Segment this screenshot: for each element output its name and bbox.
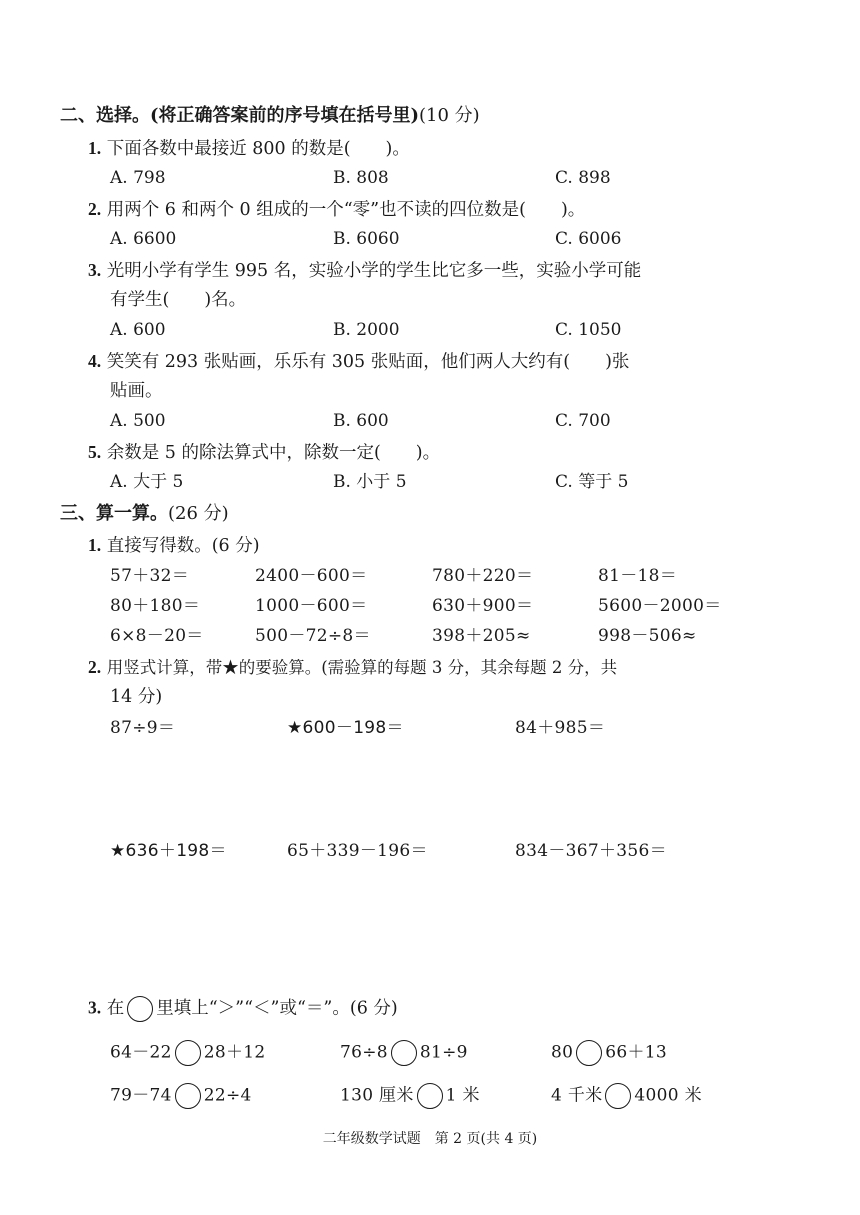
- compare-blank-circle[interactable]: [391, 1040, 417, 1066]
- question-2-2: [88, 198, 585, 221]
- question-number: 3.: [88, 997, 102, 1018]
- calc-item: 398＋205≈: [432, 626, 531, 646]
- question-2-4: [88, 350, 629, 373]
- compare-left: 130 厘米: [340, 1085, 414, 1106]
- compare-left: 4 千米: [551, 1085, 603, 1106]
- vertical-calc-item: 65＋339－196＝: [287, 841, 428, 861]
- option-b[interactable]: B. 808: [333, 168, 389, 188]
- question-number: 2.: [88, 657, 102, 677]
- compare-left: 79－74: [110, 1085, 172, 1106]
- question-3-3: [88, 996, 398, 1022]
- option-a[interactable]: A. 798: [110, 168, 166, 188]
- question-3-1: [88, 534, 260, 557]
- question-2-3: [88, 259, 641, 282]
- option-c[interactable]: C. 等于 5: [555, 472, 629, 492]
- section-3-heading: [60, 503, 229, 525]
- calc-item: 998－506≈: [598, 626, 697, 646]
- question-2-5: [88, 441, 440, 464]
- question-text: 余数是 5 的除法算式中，除数一定( )。: [106, 443, 441, 463]
- option-a[interactable]: A. 500: [110, 411, 166, 431]
- option-b[interactable]: B. 6060: [333, 229, 400, 249]
- option-b[interactable]: B. 600: [333, 411, 389, 431]
- compare-right: 28＋12: [203, 1042, 266, 1063]
- option-a[interactable]: A. 600: [110, 320, 166, 340]
- option-a[interactable]: A. 6600: [110, 229, 177, 249]
- section-2-title: 二、选择。(将正确答案前的序号填在括号里): [60, 105, 420, 126]
- vertical-calc-item: 87÷9＝: [110, 718, 176, 738]
- compare-blank-circle[interactable]: [576, 1040, 602, 1066]
- circle-icon: [127, 996, 153, 1022]
- option-b[interactable]: B. 小于 5: [333, 472, 407, 492]
- question-text-cont: 14 分): [110, 687, 163, 707]
- compare-left: 64－22: [110, 1042, 172, 1063]
- section-3-score: (26 分): [168, 503, 229, 524]
- page-footer: 二年级数学试题 第 2 页(共 4 页): [322, 1131, 538, 1147]
- section-3-title: 三、算一算。: [60, 503, 168, 524]
- option-c[interactable]: C. 6006: [555, 229, 622, 249]
- compare-right: 4000 米: [634, 1085, 702, 1106]
- question-text: 光明小学有学生 995 名，实验小学的学生比它多一些，实验小学可能: [106, 261, 642, 281]
- question-text-cont: 贴画。: [110, 381, 163, 401]
- option-c[interactable]: C. 898: [555, 168, 611, 188]
- question-number: 5.: [88, 442, 102, 462]
- calc-item: 5600－2000＝: [598, 596, 722, 616]
- question-text: 直接写得数。(6 分): [106, 536, 260, 556]
- vertical-calc-item-starred: ★636＋198＝: [110, 841, 227, 861]
- option-c[interactable]: C. 1050: [555, 320, 622, 340]
- compare-item: [110, 1083, 252, 1109]
- option-b[interactable]: B. 2000: [333, 320, 400, 340]
- compare-left: 80: [551, 1042, 574, 1063]
- calc-item: 2400－600＝: [255, 566, 368, 586]
- vertical-calc-item: 84＋985＝: [515, 718, 606, 738]
- question-text: 笑笑有 293 张贴画，乐乐有 305 张贴面，他们两人大约有( )张: [106, 352, 630, 372]
- vertical-calc-item: 834－367＋356＝: [515, 841, 667, 861]
- calc-item: 81－18＝: [598, 566, 678, 586]
- option-c[interactable]: C. 700: [555, 411, 611, 431]
- compare-item: [551, 1083, 702, 1109]
- question-number: 1.: [88, 138, 102, 158]
- calc-item: 500－72÷8＝: [255, 626, 371, 646]
- compare-right: 66＋13: [605, 1042, 667, 1063]
- calc-item: 80＋180＝: [110, 596, 201, 616]
- question-number: 2.: [88, 199, 102, 219]
- question-text: 用竖式计算，带★的要验算。(需验算的每题 3 分，其余每题 2 分，共: [106, 658, 618, 677]
- compare-item: [340, 1040, 468, 1066]
- compare-blank-circle[interactable]: [175, 1040, 201, 1066]
- compare-right: 22÷4: [203, 1085, 252, 1106]
- calc-item: 6×8－20＝: [110, 626, 204, 646]
- question-number: 1.: [88, 535, 102, 555]
- compare-right: 81÷9: [419, 1042, 468, 1063]
- question-text: 在: [106, 998, 125, 1019]
- compare-item: [551, 1040, 667, 1066]
- question-2-1: [88, 137, 410, 160]
- compare-blank-circle[interactable]: [605, 1083, 631, 1109]
- compare-blank-circle[interactable]: [175, 1083, 201, 1109]
- compare-item: [110, 1040, 266, 1066]
- section-2-heading: [60, 105, 480, 127]
- section-2-score: (10 分): [419, 105, 480, 126]
- calc-item: 1000－600＝: [255, 596, 368, 616]
- compare-right: 1 米: [445, 1085, 480, 1106]
- calc-item: 57＋32＝: [110, 566, 190, 586]
- question-text: 用两个 6 和两个 0 组成的一个“零”也不读的四位数是( )。: [106, 200, 586, 220]
- calc-item: 630＋900＝: [432, 596, 534, 616]
- option-a[interactable]: A. 大于 5: [110, 472, 184, 492]
- question-text: 下面各数中最接近 800 的数是( )。: [106, 139, 410, 159]
- question-text-cont: 有学生( )名。: [110, 290, 247, 310]
- question-text: 里填上“＞”“＜”或“＝”。(6 分): [156, 998, 398, 1019]
- question-3-2: [88, 656, 617, 679]
- compare-item: [340, 1083, 480, 1109]
- vertical-calc-item-starred: ★600－198＝: [287, 718, 404, 738]
- compare-left: 76÷8: [340, 1042, 388, 1063]
- question-number: 4.: [88, 351, 102, 371]
- question-number: 3.: [88, 260, 102, 280]
- calc-item: 780＋220＝: [432, 566, 534, 586]
- compare-blank-circle[interactable]: [417, 1083, 443, 1109]
